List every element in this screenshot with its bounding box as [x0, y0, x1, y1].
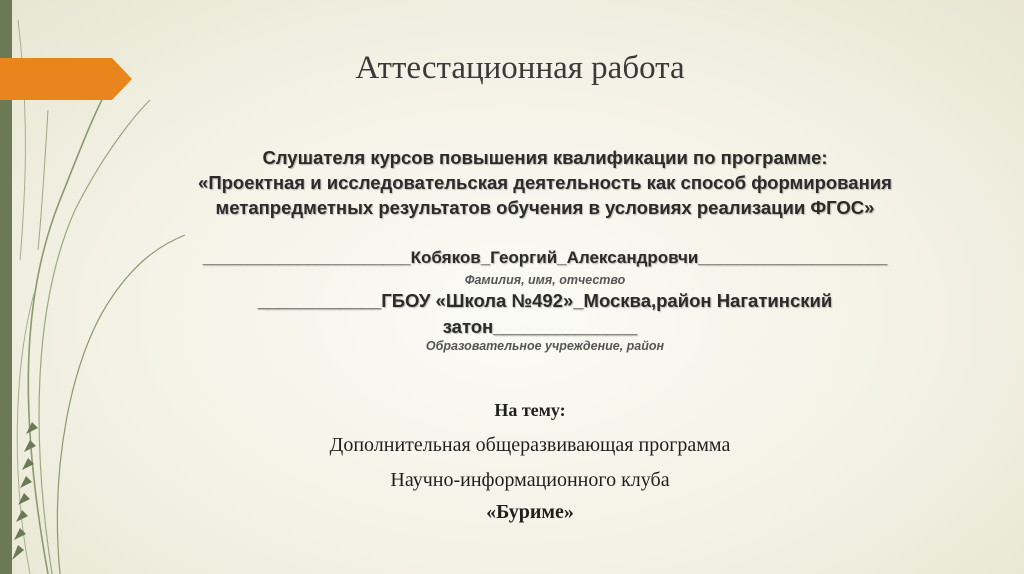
topic-name: «Буриме» [486, 501, 574, 523]
topic-line-2: Научно-информационного клуба [390, 469, 670, 491]
heading-line-1: Слушателя курсов повышения квалификации по программе: [262, 147, 828, 168]
school-caption: Образовательное учреждение, район [425, 339, 665, 353]
school-line-1: ____________ГБОУ «Школа №492»_Москва,район Нагатинский [257, 290, 833, 311]
name-caption: Фамилия, имя, отчество [464, 273, 626, 287]
slide-title: Аттестационная работа [355, 50, 685, 86]
topic-line-1: Дополнительная общеразвивающая программа [329, 434, 731, 456]
school-line-2: затон______________ [442, 316, 638, 337]
heading-line-3: метапредметных результатов обучения в условиях реализации ФГОС» [215, 197, 875, 218]
topic-label: На тему: [494, 400, 566, 420]
name-line: ______________________Кобяков_Георгий_Александровчи____________________ [202, 248, 888, 267]
heading-line-2: «Проектная и исследовательская деятельность как способ формирования [198, 172, 892, 193]
